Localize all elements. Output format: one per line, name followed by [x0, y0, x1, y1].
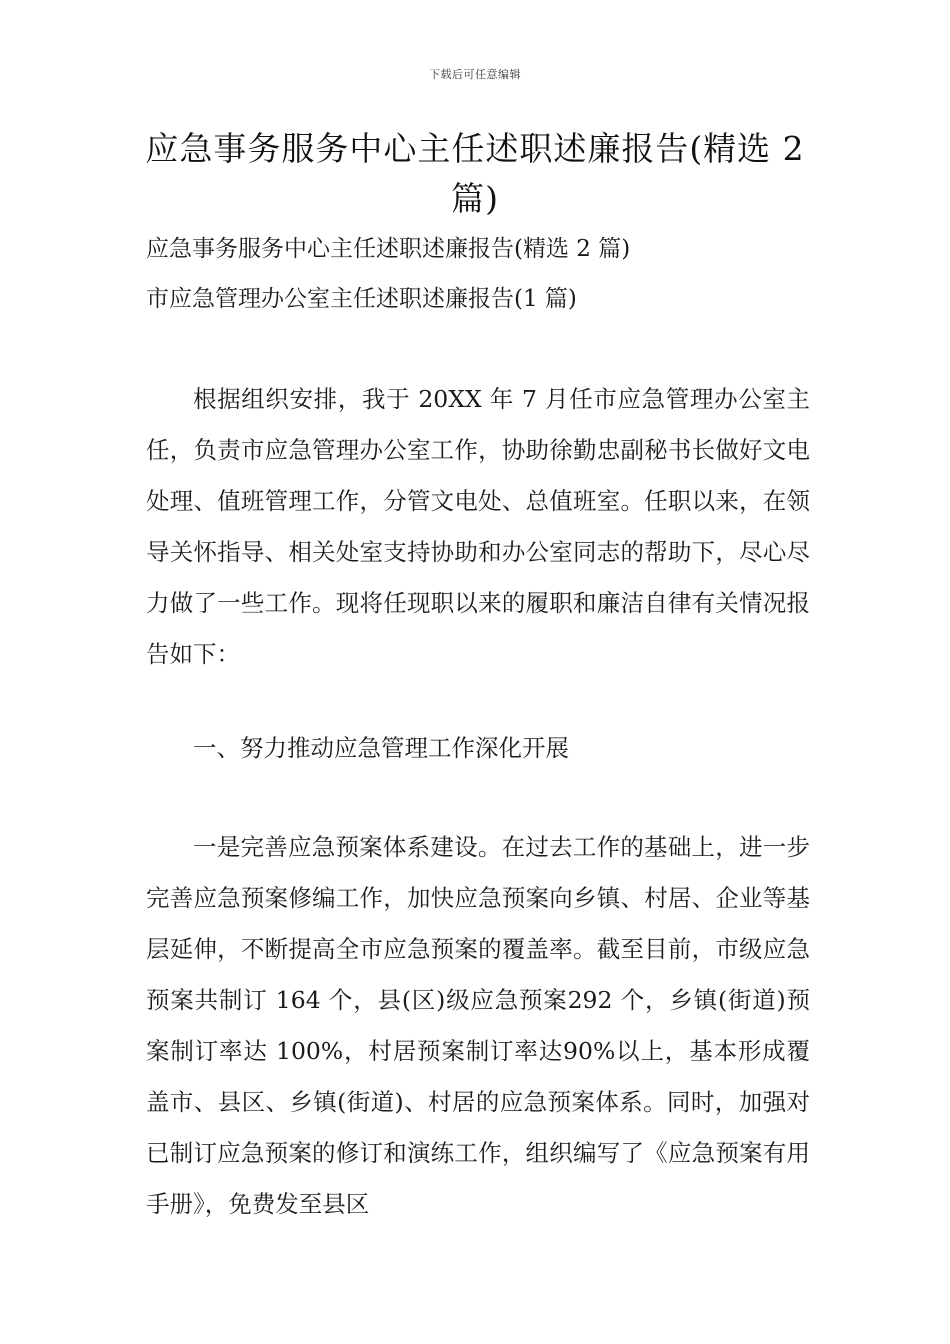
body-paragraph: 一是完善应急预案体系建设。在过去工作的基础上，进一步完善应急预案修编工作，加快应急预案向乡镇、村居、企业等基层延伸，不断提高全市应急预案的覆盖率。截至目前，市级应急预案共制订 164 个，县(区)级应急预案292 个，乡镇(街道)预案制订率达 100%，村居预案制订率达90%以上，基本形成覆盖市、县区、乡镇(街道)、村居的应急预案体系。同时，加强对已制订应急预案的修订和演练工作，组织编写了《应急预案有用手册》，免费发至县区: [146, 833, 810, 1218]
header-note: 下载后可任意编辑: [429, 68, 521, 81]
body-paragraph: 根据组织安排，我于 20XX 年 7 月任市应急管理办公室主任，负责市应急管理办公室工作，协助徐勤忠副秘书长做好文电处理、值班管理工作，分管文电处、总值班室。任职以来，在领导关怀指导、相关处室支持协助和办公室同志的帮助下，尽心尽力做了一些工作。现将任现职以来的履职和廉洁自律有关情况报告如下：: [146, 385, 810, 668]
document-title: 应急事务服务中心主任述职述廉报告(精选 2篇): [145, 129, 805, 218]
section-heading: 一、努力推动应急管理工作深化开展: [193, 734, 569, 762]
toc-entry: 市应急管理办公室主任述职述廉报告(1 篇): [146, 286, 577, 312]
toc-entry: 应急事务服务中心主任述职述廉报告(精选 2 篇): [146, 236, 631, 262]
